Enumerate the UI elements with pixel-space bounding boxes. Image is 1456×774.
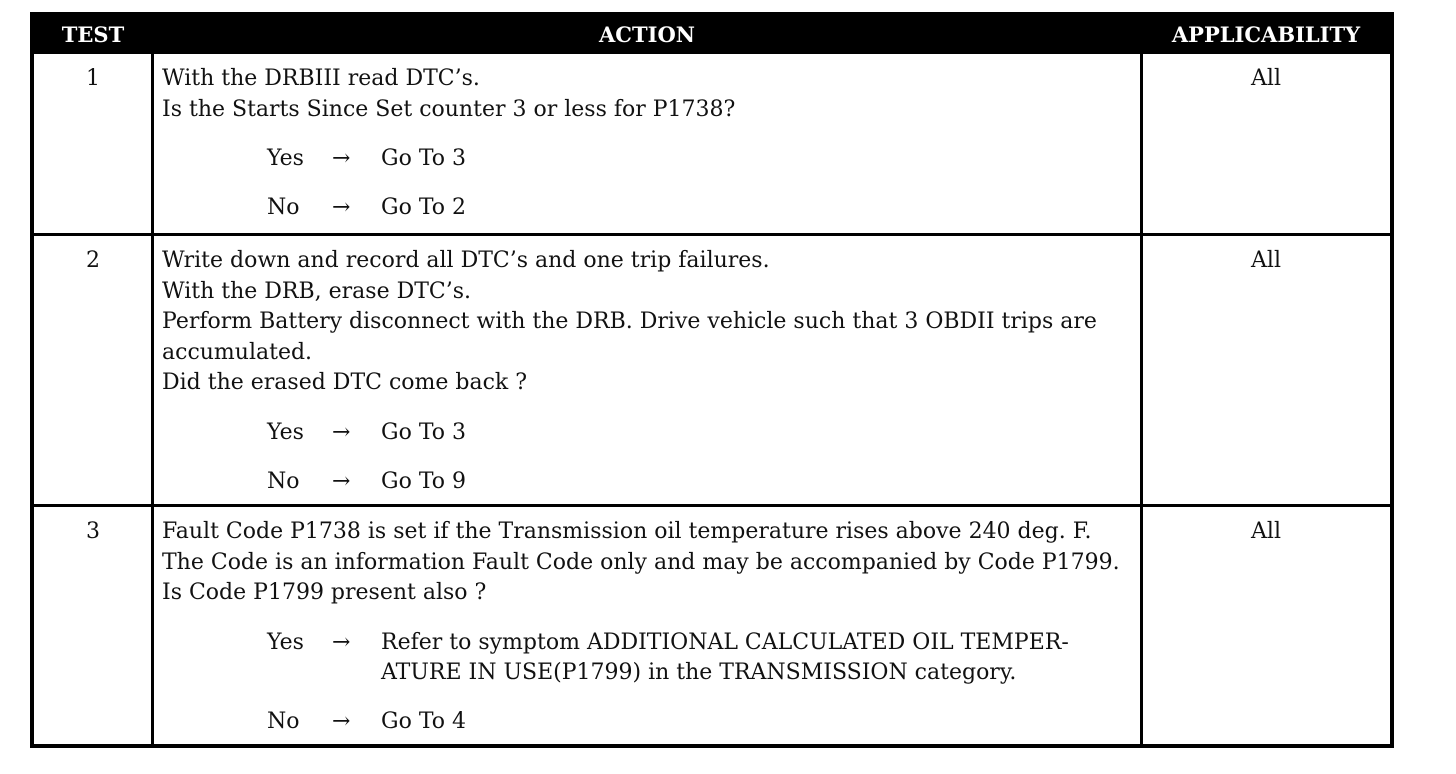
right-arrow-icon: →	[332, 195, 351, 220]
test-number: 3	[86, 519, 100, 544]
answer-label: Yes	[267, 146, 304, 171]
answer-result: Go To 2	[381, 195, 467, 220]
answer-label: No	[267, 468, 300, 494]
answer-list	[162, 418, 1142, 516]
answer-result: Go To 3	[381, 419, 467, 445]
right-arrow-icon: →	[332, 146, 351, 171]
action-cell	[162, 507, 1142, 744]
table-row	[34, 507, 1390, 744]
applicability-cell: All	[1251, 519, 1281, 544]
right-arrow-icon: →	[332, 629, 351, 655]
answer-label: No	[267, 708, 300, 734]
right-arrow-icon: →	[332, 708, 351, 734]
action-cell	[162, 236, 1142, 504]
answer-label: Yes	[267, 419, 304, 445]
right-arrow-icon: →	[332, 468, 351, 494]
action-line: Fault Code P1738 is set if the Transmission oil temperature rises above 240 deg. F.	[162, 519, 1092, 544]
answer-no	[162, 707, 1142, 756]
answer-label: Yes	[267, 629, 304, 655]
action-line: Write down and record all DTC’s and one trip failures.	[162, 248, 770, 273]
diagnostic-test-table	[30, 12, 1394, 748]
answer-result: Go To 4	[381, 708, 467, 734]
table-row	[34, 54, 1390, 236]
action-line: The Code is an information Fault Code only and may be accompanied by Code P1799.	[162, 549, 1120, 575]
test-number: 2	[86, 248, 100, 273]
answer-list	[162, 628, 1142, 756]
header-applicability: APPLICABILITY	[1171, 22, 1361, 47]
header-test: TEST	[61, 22, 125, 47]
header-action: ACTION	[599, 22, 695, 47]
column-divider	[151, 54, 154, 744]
applicability-cell: All	[1251, 66, 1281, 91]
action-line: Is the Starts Since Set counter 3 or less for P1738?	[162, 96, 736, 122]
action-line: With the DRB, erase DTC’s.	[162, 278, 472, 304]
action-cell	[162, 54, 1142, 233]
action-line: Did the erased DTC come back ?	[162, 370, 528, 395]
answer-result: Go To 3	[381, 146, 467, 171]
test-number: 1	[86, 66, 100, 91]
action-line: accumulated.	[162, 339, 313, 365]
answer-no	[162, 193, 1142, 242]
answer-yes	[162, 144, 1142, 193]
answer-list	[162, 144, 1142, 242]
action-line: With the DRBIII read DTC’s.	[162, 66, 480, 91]
answer-yes	[162, 628, 1142, 707]
right-arrow-icon: →	[332, 419, 351, 445]
table-row	[34, 236, 1390, 507]
answer-label: No	[267, 195, 300, 220]
answer-yes	[162, 418, 1142, 467]
answer-result: Refer to symptom ADDITIONAL CALCULATED OIL TEMPER- ATURE IN USE(P1799) in the TRANSMISSION category.	[381, 629, 1069, 685]
applicability-cell: All	[1251, 248, 1281, 273]
action-line: Perform Battery disconnect with the DRB. Drive vehicle such that 3 OBDII trips are	[162, 309, 1097, 334]
action-line: Is Code P1799 present also ?	[162, 580, 487, 605]
table-header	[34, 16, 1390, 54]
column-divider	[1140, 54, 1143, 744]
answer-result: Go To 9	[381, 468, 467, 494]
